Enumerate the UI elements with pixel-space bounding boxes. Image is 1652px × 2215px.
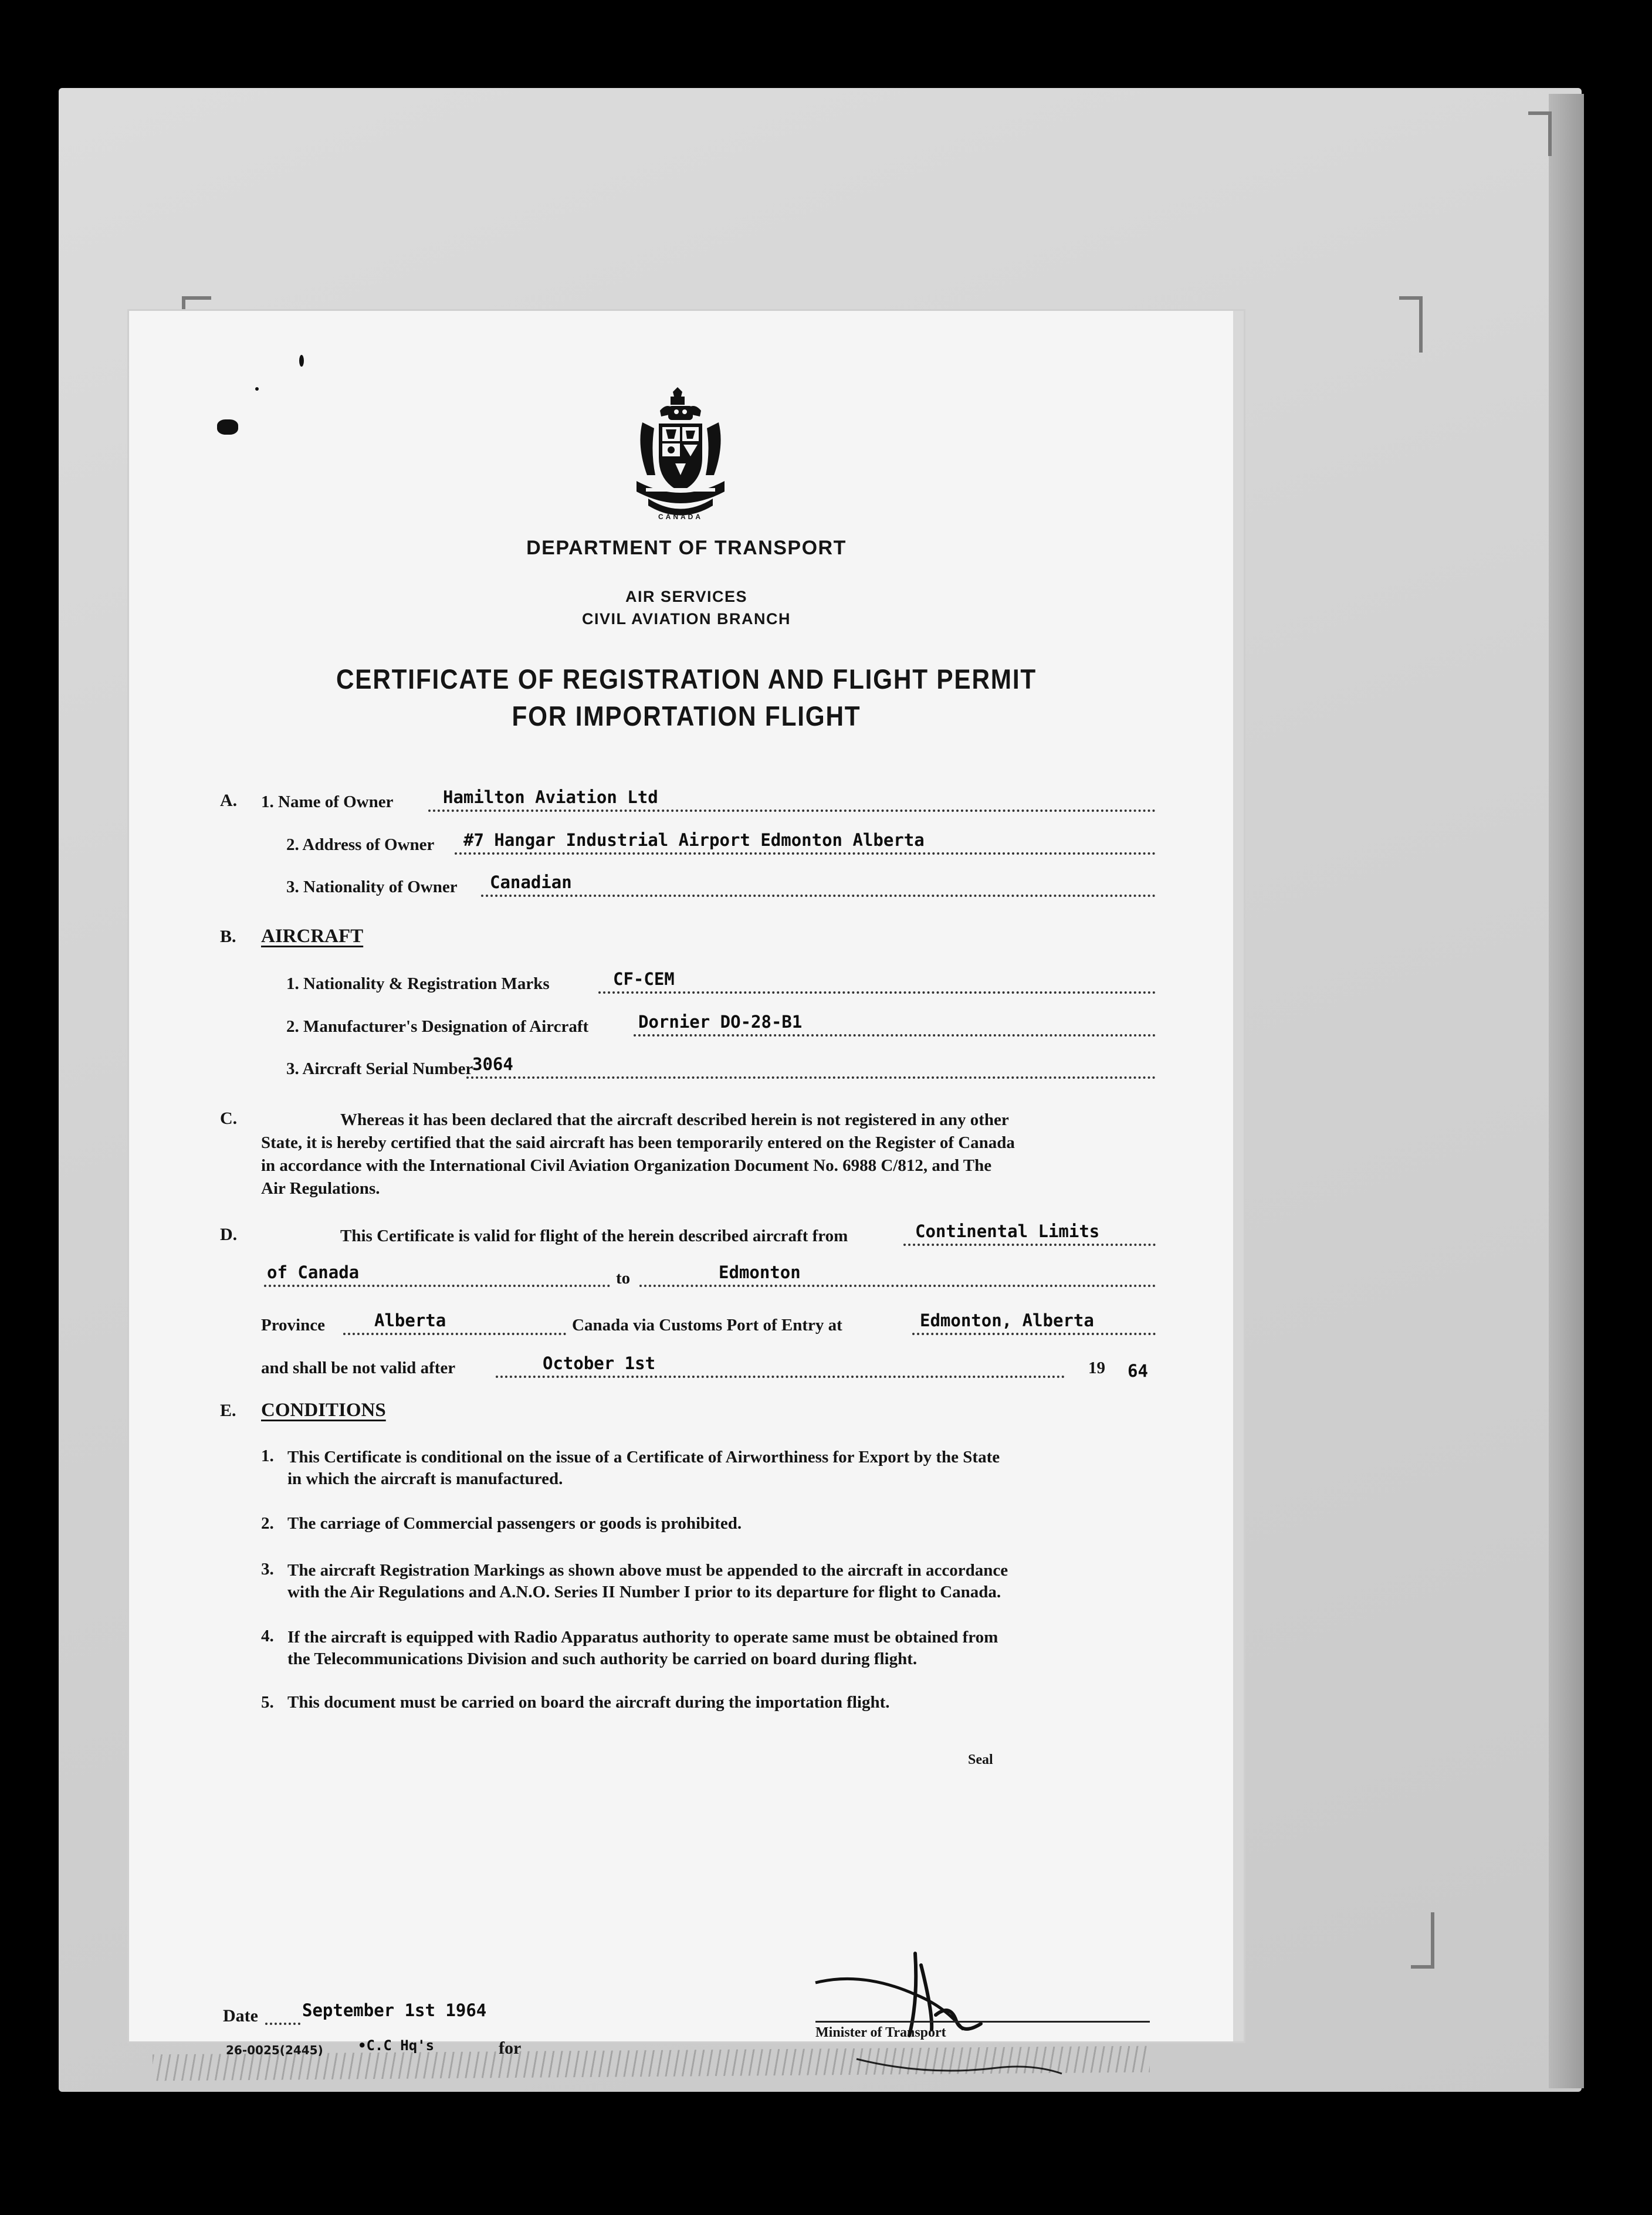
crest-caption: CANADA: [658, 513, 703, 521]
condition-4-line-1: If the aircraft is equipped with Radio Apparatus authority to operate same must be obtained from: [287, 1628, 998, 1647]
section-d-marker: D.: [220, 1225, 238, 1244]
fill-line: [598, 991, 1156, 994]
department-title: DEPARTMENT OF TRANSPORT: [526, 537, 847, 559]
fill-line: [496, 1376, 1065, 1378]
condition-1-line-2: in which the aircraft is manufactured.: [287, 1469, 563, 1488]
condition-4-line-2: the Telecommunications Division and such authority be carried on board during flight.: [287, 1650, 918, 1668]
canada-coat-of-arms-icon: [625, 387, 736, 522]
condition-2-number: 2.: [261, 1514, 274, 1533]
expiry-label: and shall be not valid after: [261, 1359, 456, 1377]
condition-3-number: 3.: [261, 1560, 274, 1579]
scan-speck: [255, 387, 259, 391]
seal-label: Seal: [968, 1752, 993, 1767]
validity-intro: This Certificate is valid for flight of the herein described aircraft from: [340, 1227, 848, 1245]
manufacturer-designation-label: 2. Manufacturer's Designation of Aircraft: [286, 1017, 589, 1036]
fill-line: [639, 1285, 1156, 1287]
issue-date-value: September 1st 1964: [302, 2000, 487, 2020]
aircraft-heading: AIRCRAFT: [261, 926, 364, 947]
declaration-line-1: Whereas it has been declared that the aircraft described herein is not registered in any other: [340, 1110, 1009, 1129]
corner-bracket-outer-right: [1528, 111, 1552, 156]
form-number: 26-0025(2445): [226, 2043, 323, 2057]
customs-port-label: Canada via Customs Port of Entry at: [572, 1316, 842, 1335]
scan-blot: [217, 419, 238, 435]
condition-3-line-1: The aircraft Registration Markings as shown above must be appended to the aircraft in accordance: [287, 1561, 1008, 1580]
condition-1-number: 1.: [261, 1447, 274, 1465]
owner-address-label: 2. Address of Owner: [286, 835, 435, 854]
to-label: to: [616, 1269, 631, 1288]
certificate-title-line-1: CERTIFICATE OF REGISTRATION AND FLIGHT PERMIT: [336, 663, 1037, 695]
signature-line: [815, 2021, 1150, 2023]
minister-label: Minister of Transport: [815, 2025, 946, 2040]
owner-address-value: #7 Hangar Industrial Airport Edmonton Alberta: [463, 830, 925, 850]
from-location-part-2: of Canada: [267, 1262, 360, 1282]
certificate-title-line-2: FOR IMPORTATION FLIGHT: [512, 700, 861, 731]
section-e-marker: E.: [220, 1401, 236, 1420]
for-label: for: [499, 2038, 522, 2058]
expiry-year-value: 64: [1128, 1361, 1148, 1381]
corner-bracket-top-right: [1399, 296, 1423, 353]
condition-5-number: 5.: [261, 1693, 274, 1712]
serial-number-label: 3. Aircraft Serial Number: [286, 1059, 473, 1078]
fill-line: [466, 1076, 1156, 1079]
document-edge-shadow: [1233, 311, 1244, 2041]
fill-line: [265, 2023, 300, 2025]
section-b-marker: B.: [220, 927, 236, 946]
fill-line: [428, 810, 1156, 812]
owner-nationality-label: 3. Nationality of Owner: [286, 878, 458, 896]
conditions-heading: CONDITIONS: [261, 1400, 386, 1421]
fill-line: [903, 1244, 1156, 1246]
section-a-marker: A.: [220, 791, 238, 810]
owner-name-label: 1. Name of Owner: [261, 792, 394, 811]
condition-5-line-1: This document must be carried on board the aircraft during the importation flight.: [287, 1693, 890, 1712]
section-c-marker: C.: [220, 1109, 238, 1128]
issuing-office: •C.C Hq's: [358, 2037, 435, 2054]
page-edge-strip: [1549, 94, 1584, 2088]
serial-number-value: 3064: [472, 1054, 513, 1074]
condition-4-number: 4.: [261, 1627, 274, 1645]
branch-title: CIVIL AVIATION BRANCH: [581, 610, 791, 628]
customs-port-value: Edmonton, Alberta: [920, 1310, 1094, 1330]
to-value: Edmonton: [719, 1262, 801, 1282]
expiry-year-prefix: 19: [1088, 1359, 1105, 1377]
corner-bracket-bottom-right: [1411, 1912, 1434, 1969]
condition-2-line-1: The carriage of Commercial passengers or goods is prohibited.: [287, 1514, 742, 1533]
registration-marks-label: 1. Nationality & Registration Marks: [286, 974, 550, 993]
condition-3-line-2: with the Air Regulations and A.N.O. Series II Number I prior to its departure for flight to Canada.: [287, 1583, 1001, 1601]
certificate-document: [129, 311, 1244, 2058]
service-title: AIR SERVICES: [625, 588, 748, 605]
declaration-line-2: State, it is hereby certified that the said aircraft has been temporarily entered on the Register of Canada: [261, 1133, 1015, 1152]
fill-line: [343, 1333, 566, 1335]
fill-line: [481, 895, 1156, 897]
manufacturer-designation-value: Dornier DO-28-B1: [638, 1012, 803, 1032]
expiry-date-value: October 1st: [543, 1353, 656, 1373]
fill-line: [455, 852, 1156, 855]
scan-speck: [299, 355, 304, 367]
declaration-line-3: in accordance with the International Civil Aviation Organization Document No. 6988 C/812, and The: [261, 1156, 992, 1175]
owner-nationality-value: Canadian: [490, 872, 572, 892]
fill-line: [634, 1034, 1156, 1037]
from-location-part-1: Continental Limits: [915, 1221, 1100, 1241]
province-value: Alberta: [374, 1310, 446, 1330]
date-label: Date: [223, 2006, 258, 2026]
declaration-line-4: Air Regulations.: [261, 1179, 380, 1198]
owner-name-value: Hamilton Aviation Ltd: [443, 787, 658, 807]
registration-marks-value: CF-CEM: [613, 969, 675, 989]
fill-line: [912, 1333, 1156, 1335]
province-label: Province: [261, 1316, 325, 1335]
fill-line: [264, 1285, 610, 1287]
condition-1-line-1: This Certificate is conditional on the issue of a Certificate of Airworthiness for Export by the State: [287, 1448, 1000, 1466]
